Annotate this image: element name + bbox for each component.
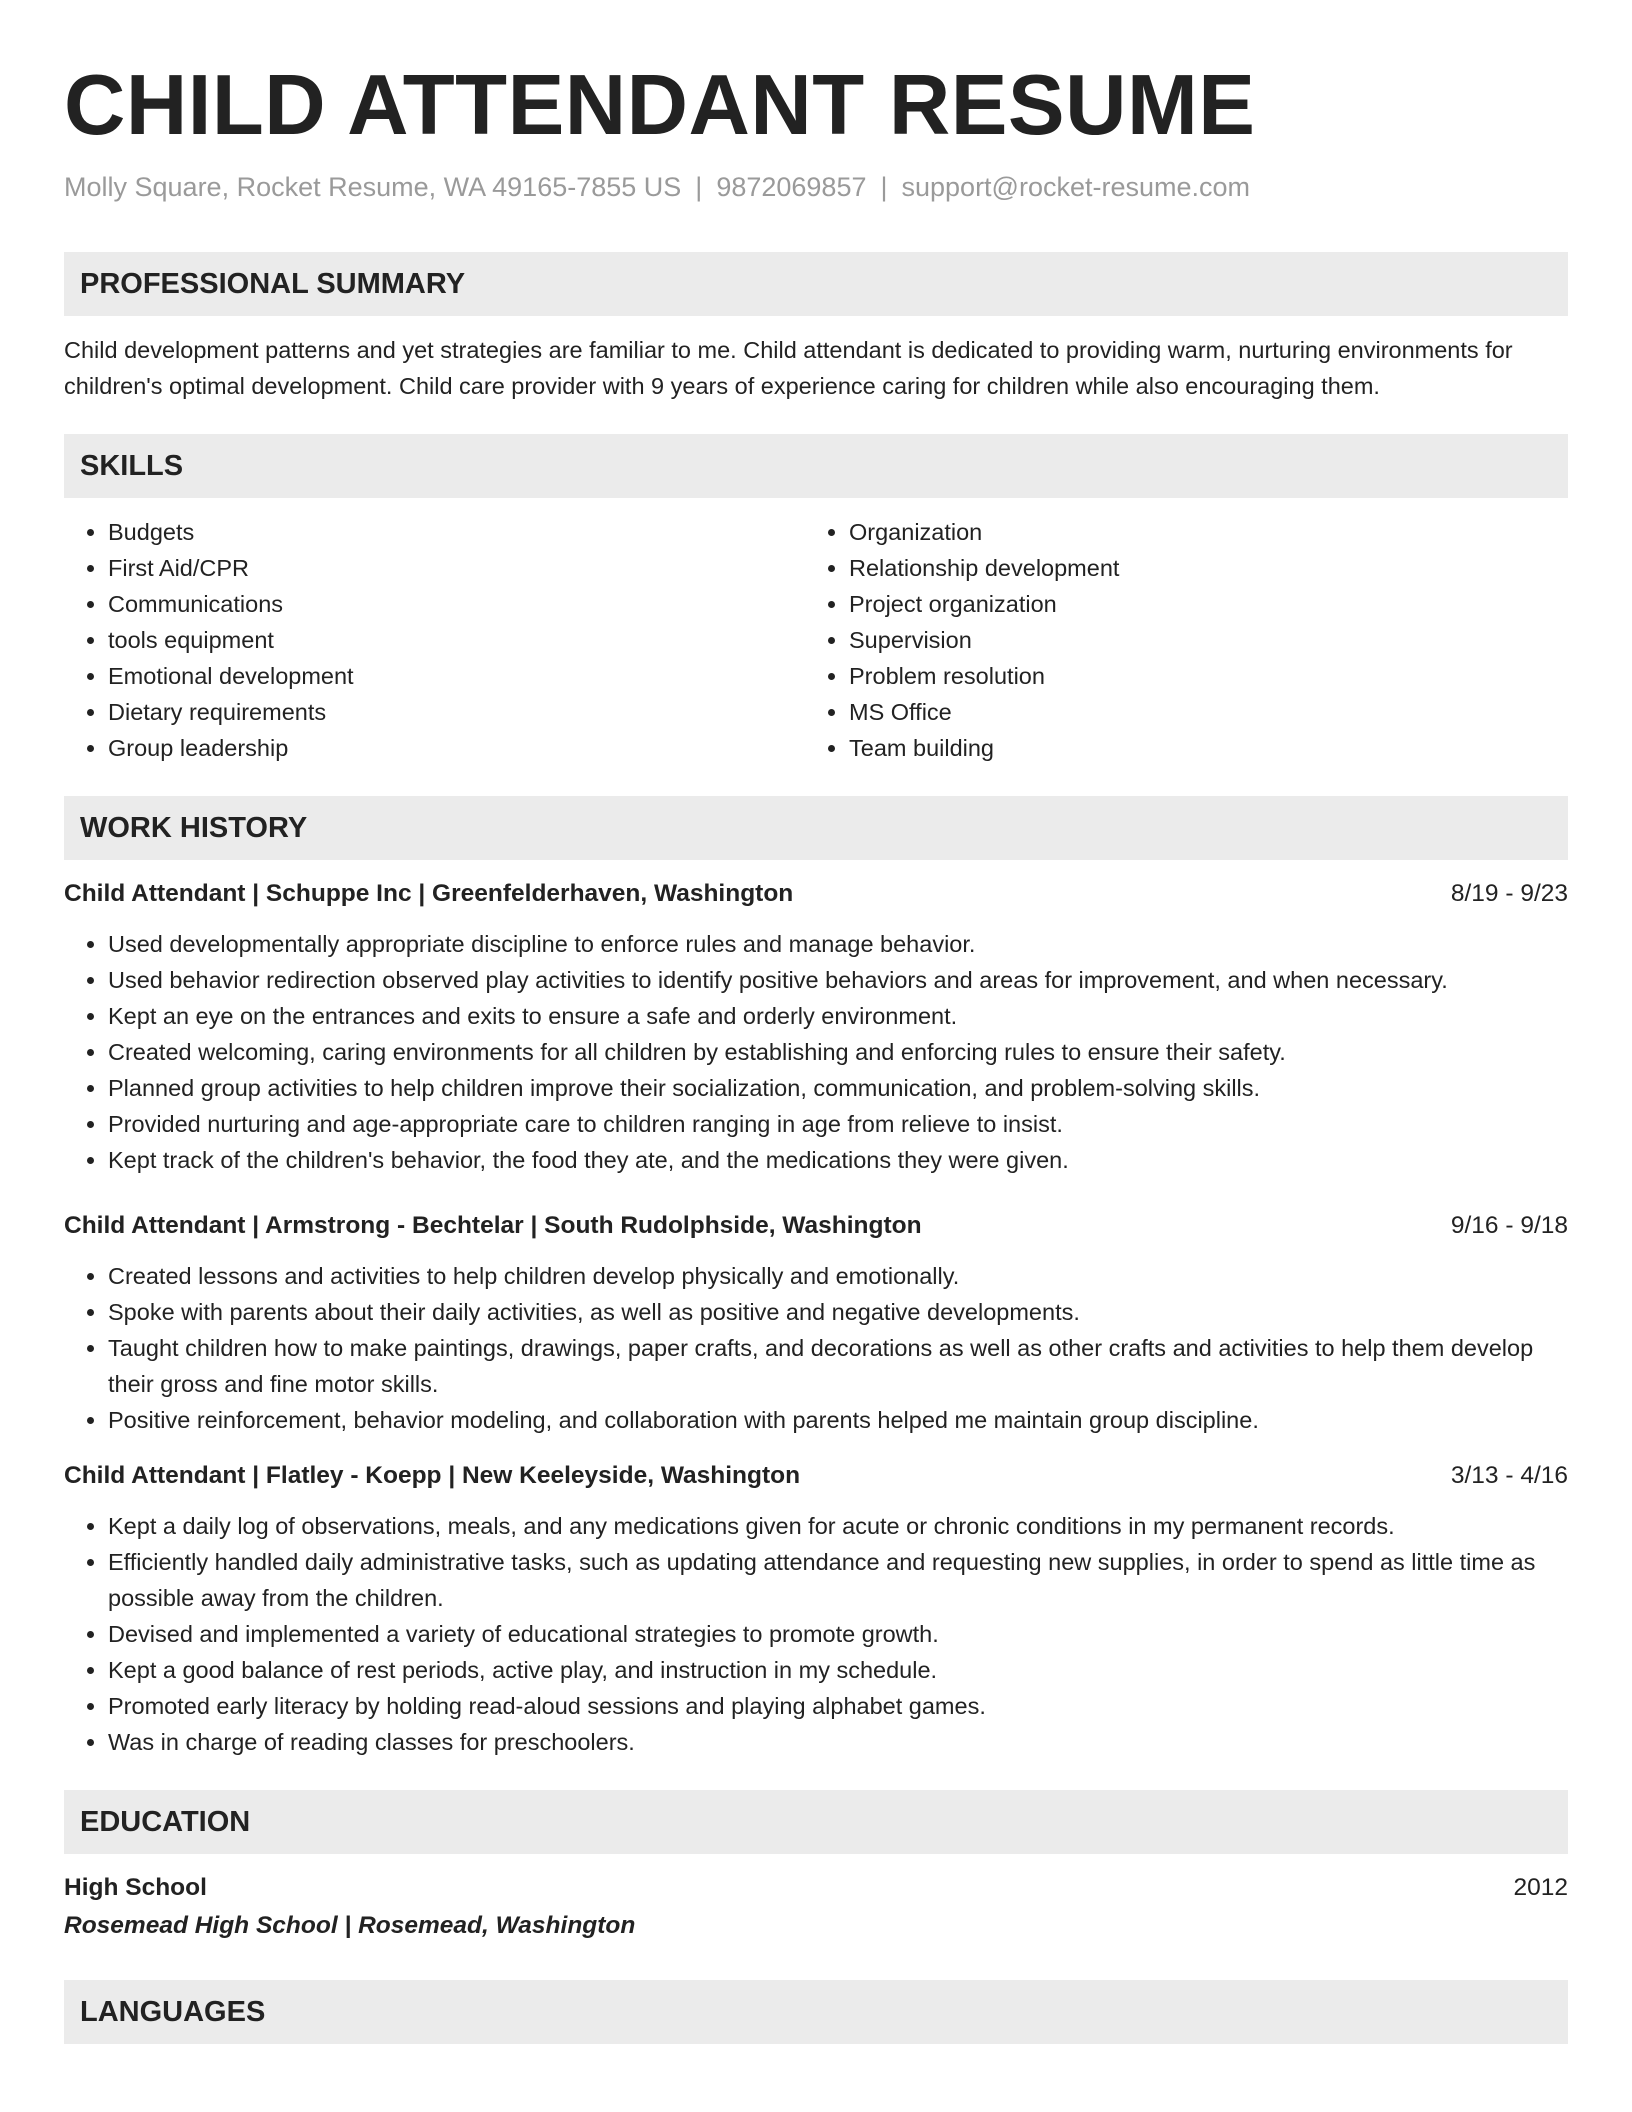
job-bullets (64, 926, 1568, 1178)
job-bullet: • Created lessons and activities to help children develop physically and emotionally. (108, 1258, 1568, 1294)
skills-column-right (805, 514, 1546, 766)
job-title: Child Attendant | Flatley - Koepp | New Keeleyside, Washington (64, 1462, 801, 1489)
skill-item: • Communications (108, 586, 805, 622)
contact-phone: 9872069857 (716, 172, 867, 202)
education-degree: High School (64, 1874, 207, 1901)
job-bullet: • Created welcoming, caring environments for all children by establishing and enforcing rules to ensure their safety. (108, 1034, 1568, 1070)
job-entry (64, 876, 1568, 1178)
job-bullet: • Spoke with parents about their daily activities, as well as positive and negative developments. (108, 1294, 1568, 1330)
job-dates: 3/13 - 4/16 (1450, 1462, 1568, 1489)
section-header-languages: LANGUAGES (64, 1980, 1568, 2044)
skill-item: • Problem resolution (849, 658, 1546, 694)
education-school: Rosemead High School | Rosemead, Washington (64, 1912, 636, 1939)
section-header-skills: SKILLS (64, 434, 1568, 498)
job-bullet: • Planned group activities to help children improve their socialization, communication, and problem-solving skills. (108, 1070, 1568, 1106)
section-header-summary: PROFESSIONAL SUMMARY (64, 252, 1568, 316)
job-dates: 8/19 - 9/23 (1450, 880, 1568, 907)
job-bullet: • Used developmentally appropriate discipline to enforce rules and manage behavior. (108, 926, 1568, 962)
job-bullet: • Kept an eye on the entrances and exits to ensure a safe and orderly environment. (108, 998, 1568, 1034)
job-bullet: • Positive reinforcement, behavior modeling, and collaboration with parents helped me maintain group discipline. (108, 1402, 1568, 1438)
job-dates: 9/16 - 9/18 (1450, 1212, 1568, 1239)
skill-item: • Supervision (849, 622, 1546, 658)
job-entry (64, 1458, 1568, 1760)
job-entry (64, 1208, 1568, 1438)
job-title: Child Attendant | Armstrong - Bechtelar | South Rudolphside, Washington (64, 1212, 922, 1239)
section-header-work-history: WORK HISTORY (64, 796, 1568, 860)
job-bullet: • Provided nurturing and age-appropriate care to children ranging in age from relieve to insist. (108, 1106, 1568, 1142)
education-entry (64, 1870, 1568, 1944)
skill-item: • Project organization (849, 586, 1546, 622)
education-year: 2012 (1513, 1874, 1568, 1901)
skills-list (64, 514, 1568, 766)
job-title: Child Attendant | Schuppe Inc | Greenfelderhaven, Washington (64, 880, 794, 907)
contact-address: Molly Square, Rocket Resume, WA 49165-7855 US (64, 172, 682, 202)
job-bullet: • Kept track of the children's behavior, the food they ate, and the medications they were given. (108, 1142, 1568, 1178)
job-bullet: • Promoted early literacy by holding read-aloud sessions and playing alphabet games. (108, 1688, 1568, 1724)
skills-column-left (64, 514, 805, 766)
job-bullet: • Was in charge of reading classes for preschoolers. (108, 1724, 1568, 1760)
contact-line (64, 170, 1568, 204)
job-bullet: • Efficiently handled daily administrative tasks, such as updating attendance and requesting new supplies, in order to spend as little time as possible away from the children. (108, 1544, 1568, 1616)
job-bullets (64, 1508, 1568, 1760)
job-header (64, 1208, 1568, 1244)
job-bullets (64, 1258, 1568, 1438)
skill-item: • Budgets (108, 514, 805, 550)
skill-item: • Organization (849, 514, 1546, 550)
job-header (64, 1458, 1568, 1494)
skill-item: • Relationship development (849, 550, 1546, 586)
education-header (64, 1870, 1568, 1906)
skill-item: • Team building (849, 730, 1546, 766)
contact-separator: | (880, 172, 888, 202)
job-bullet: • Taught children how to make paintings, drawings, paper crafts, and decorations as well as other crafts and activities to help them develop their gross and fine motor skills. (108, 1330, 1568, 1402)
job-header (64, 876, 1568, 912)
skill-item: • tools equipment (108, 622, 805, 658)
contact-email[interactable]: support@rocket-resume.com (901, 172, 1251, 202)
job-bullet: • Kept a daily log of observations, meals, and any medications given for acute or chronic conditions in my permanent records. (108, 1508, 1568, 1544)
job-bullet: • Devised and implemented a variety of educational strategies to promote growth. (108, 1616, 1568, 1652)
summary-text: Child development patterns and yet strategies are familiar to me. Child attendant is dedicated to providing warm, nurturing environments for children's optimal development. Child care provider with 9 years of experience caring for children while also encouraging them. (64, 337, 1513, 399)
contact-separator: | (695, 172, 703, 202)
section-header-education: EDUCATION (64, 1790, 1568, 1854)
resume-title: CHILD ATTENDANT RESUME (64, 58, 1256, 153)
skill-item: • Dietary requirements (108, 694, 805, 730)
skill-item: • Group leadership (108, 730, 805, 766)
skill-item: • First Aid/CPR (108, 550, 805, 586)
skill-item: • Emotional development (108, 658, 805, 694)
job-bullet: • Kept a good balance of rest periods, active play, and instruction in my schedule. (108, 1652, 1568, 1688)
skill-item: • MS Office (849, 694, 1546, 730)
job-bullet: • Used behavior redirection observed play activities to identify positive behaviors and areas for improvement, and when necessary. (108, 962, 1568, 998)
